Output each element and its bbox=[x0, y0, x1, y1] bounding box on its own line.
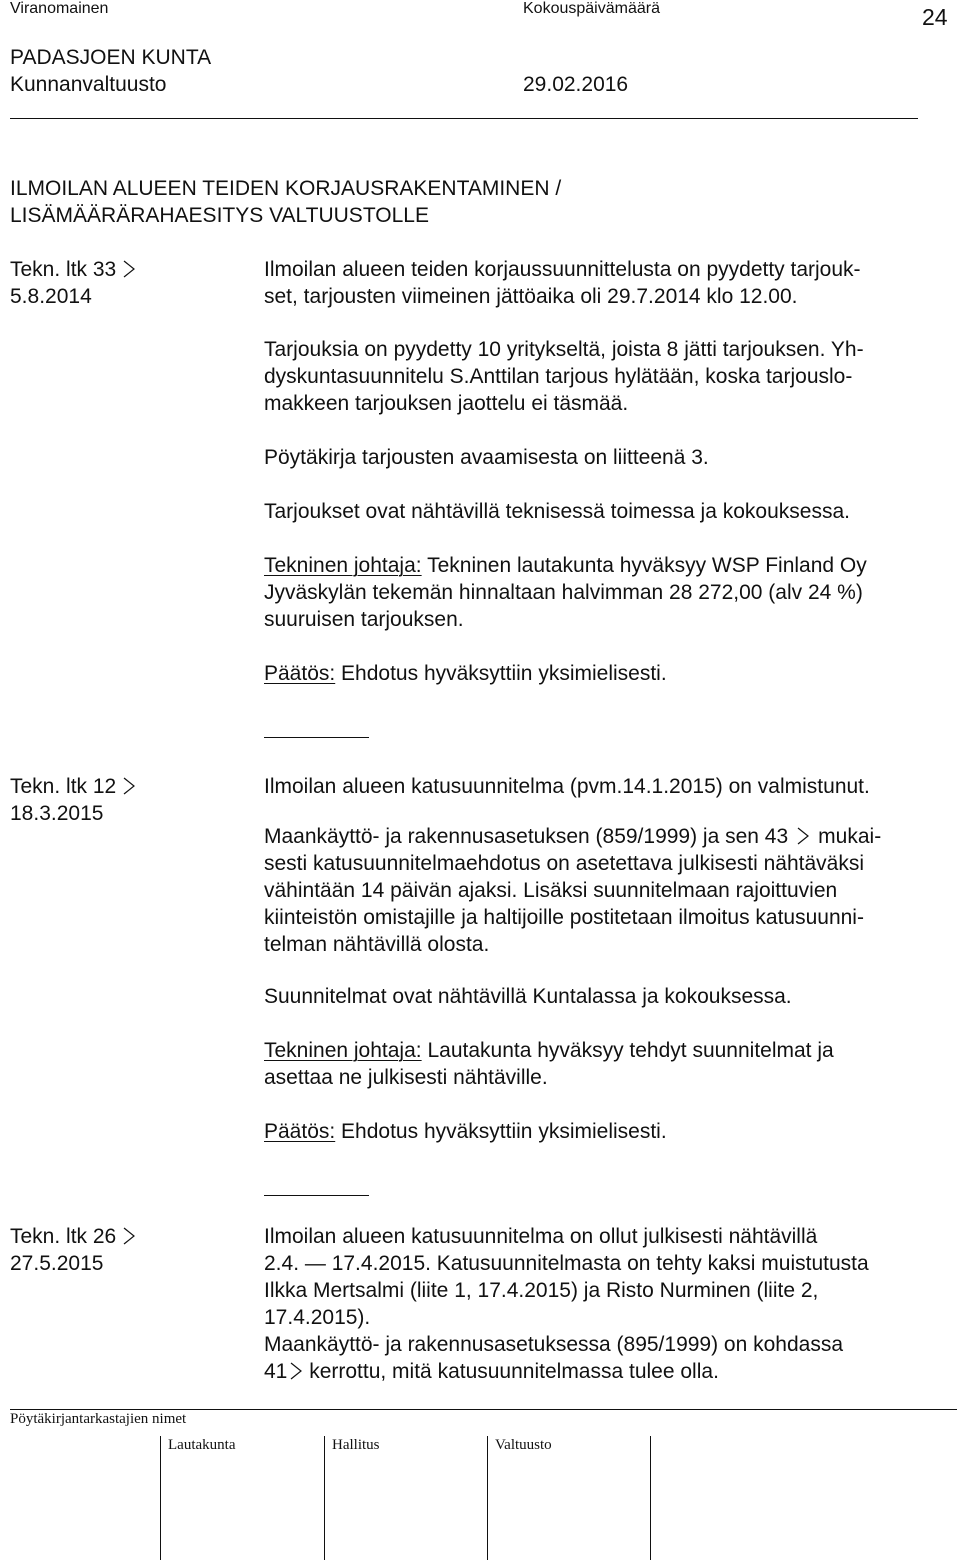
proposal-label: Tekninen johtaja: bbox=[264, 554, 422, 577]
section-date-1: 5.8.2014 bbox=[10, 285, 92, 308]
document-title-line-1: ILMOILAN ALUEEN TEIDEN KORJAUSRAKENTAMINEN / bbox=[10, 177, 562, 200]
header-authority-label: Viranomainen bbox=[10, 0, 109, 17]
decision-paragraph bbox=[264, 660, 667, 687]
text-line: Maankäyttö- ja rakennusasetuksessa (895/1999) on kohdassa bbox=[264, 1333, 844, 1356]
section-separator bbox=[264, 1195, 369, 1196]
header-rule bbox=[10, 118, 918, 119]
decision-label: Päätös: bbox=[264, 1120, 336, 1143]
section-ref-text: Tekn. ltk 33 bbox=[10, 258, 117, 281]
footer-divider bbox=[324, 1436, 325, 1560]
paragraph bbox=[264, 1223, 869, 1385]
section-ref-1 bbox=[10, 256, 136, 283]
text-line: suuruisen tarjouksen. bbox=[264, 608, 464, 631]
footer-divider bbox=[650, 1436, 651, 1560]
footer-column-lautakunta: Lautakunta bbox=[168, 1437, 236, 1453]
paragraph bbox=[264, 444, 709, 471]
meeting-date: 29.02.2016 bbox=[523, 73, 629, 96]
footer-divider bbox=[487, 1436, 488, 1560]
text-line: sesti katusuunnitelmaehdotus on asetettava julkisesti nähtäväksi bbox=[264, 852, 865, 875]
section-ref-text: Tekn. ltk 12 bbox=[10, 775, 117, 798]
text-line: Ilmoilan alueen teiden korjaussuunnittelusta on pyydetty tarjouk- bbox=[264, 258, 861, 281]
paragraph bbox=[264, 823, 881, 958]
footer-top-rule bbox=[10, 1409, 957, 1410]
paragraph bbox=[264, 983, 792, 1010]
page-number: 24 bbox=[922, 4, 948, 30]
text-line: 17.4.2015). bbox=[264, 1306, 371, 1329]
section-sign-icon bbox=[796, 823, 810, 850]
text-line: Ilmoilan alueen katusuunnitelma (pvm.14.1.2015) on valmistunut. bbox=[264, 775, 870, 798]
text-line-suffix: kerrottu, mitä katusuunnitelmassa tulee olla. bbox=[303, 1360, 719, 1383]
text-line: Pöytäkirja tarjousten avaamisesta on liitteenä 3. bbox=[264, 446, 709, 469]
section-ref-text: Tekn. ltk 26 bbox=[10, 1225, 117, 1248]
section-ref-3 bbox=[10, 1223, 136, 1250]
paragraph bbox=[264, 256, 861, 310]
text-line: asettaa ne julkisesti nähtäville. bbox=[264, 1066, 548, 1089]
document-title-line-2: LISÄMÄÄRÄRAHAESITYS VALTUUSTOLLE bbox=[10, 204, 429, 227]
text-line: Lautakunta hyväksyy tehdyt suunnitelmat ja bbox=[421, 1039, 834, 1062]
text-line: telman nähtävillä olosta. bbox=[264, 933, 490, 956]
footer-column-valtuusto: Valtuusto bbox=[495, 1437, 552, 1453]
section-sign-icon bbox=[122, 773, 136, 800]
paragraph bbox=[264, 498, 850, 525]
section-sign-icon bbox=[289, 1358, 303, 1385]
text-line: set, tarjousten viimeinen jättöaika oli 29.7.2014 klo 12.00. bbox=[264, 285, 798, 308]
signers-label: Pöytäkirjantarkastajien nimet bbox=[10, 1411, 187, 1427]
municipality-name: PADASJOEN KUNTA bbox=[10, 46, 212, 69]
header-meeting-date-label: Kokouspäivämäärä bbox=[523, 0, 660, 17]
text-line: vähintään 14 päivän ajaksi. Lisäksi suunnitelmaan rajoittuvien bbox=[264, 879, 838, 902]
footer-column-hallitus: Hallitus bbox=[332, 1437, 380, 1453]
text-line: dyskuntasuunnitelu S.Anttilan tarjous hylätään, koska tarjouslo- bbox=[264, 365, 853, 388]
decision-label: Päätös: bbox=[264, 662, 336, 685]
text-line: Tekninen lautakunta hyväksyy WSP Finland Oy bbox=[421, 554, 867, 577]
text-line: 41 bbox=[264, 1360, 288, 1383]
text-line: Suunnitelmat ovat nähtävillä Kuntalassa ja kokouksessa. bbox=[264, 985, 792, 1008]
text-line: Tarjouksia on pyydetty 10 yritykseltä, joista 8 jätti tarjouksen. Yh- bbox=[264, 338, 864, 361]
section-ref-2 bbox=[10, 773, 136, 800]
text-line: kiinteistön omistajille ja haltijoille postitetaan ilmoitus katusuunni- bbox=[264, 906, 864, 929]
text-line: Ilkka Mertsalmi (liite 1, 17.4.2015) ja Risto Nurminen (liite 2, bbox=[264, 1279, 819, 1302]
text-line: Jyväskylän tekemän hinnaltaan halvimman 28 272,00 (alv 24 %) bbox=[264, 581, 863, 604]
proposal-label: Tekninen johtaja: bbox=[264, 1039, 422, 1062]
section-separator bbox=[264, 737, 369, 738]
text-line: makkeen tarjouksen jaottelu ei täsmää. bbox=[264, 392, 629, 415]
proposal-paragraph bbox=[264, 1037, 834, 1091]
text-line-suffix: mukai- bbox=[818, 825, 882, 848]
text-line: Ilmoilan alueen katusuunnitelma on ollut julkisesti nähtävillä bbox=[264, 1225, 818, 1248]
paragraph bbox=[264, 336, 864, 417]
text-line: Tarjoukset ovat nähtävillä teknisessä toimessa ja kokouksessa. bbox=[264, 500, 850, 523]
text-line: 2.4. — 17.4.2015. Katusuunnitelmasta on tehty kaksi muistutusta bbox=[264, 1252, 869, 1275]
decision-paragraph bbox=[264, 1118, 667, 1145]
text-line: Maankäyttö- ja rakennusasetuksen (859/1999) ja sen 43 bbox=[264, 825, 789, 848]
proposal-paragraph bbox=[264, 552, 867, 633]
footer-divider bbox=[160, 1436, 161, 1560]
council-name: Kunnanvaltuusto bbox=[10, 73, 167, 96]
section-sign-icon bbox=[122, 256, 136, 283]
decision-text: Ehdotus hyväksyttiin yksimielisesti. bbox=[335, 662, 667, 685]
section-sign-icon bbox=[122, 1223, 136, 1250]
section-date-2: 18.3.2015 bbox=[10, 802, 104, 825]
decision-text: Ehdotus hyväksyttiin yksimielisesti. bbox=[335, 1120, 667, 1143]
section-date-3: 27.5.2015 bbox=[10, 1252, 104, 1275]
paragraph bbox=[264, 773, 870, 800]
